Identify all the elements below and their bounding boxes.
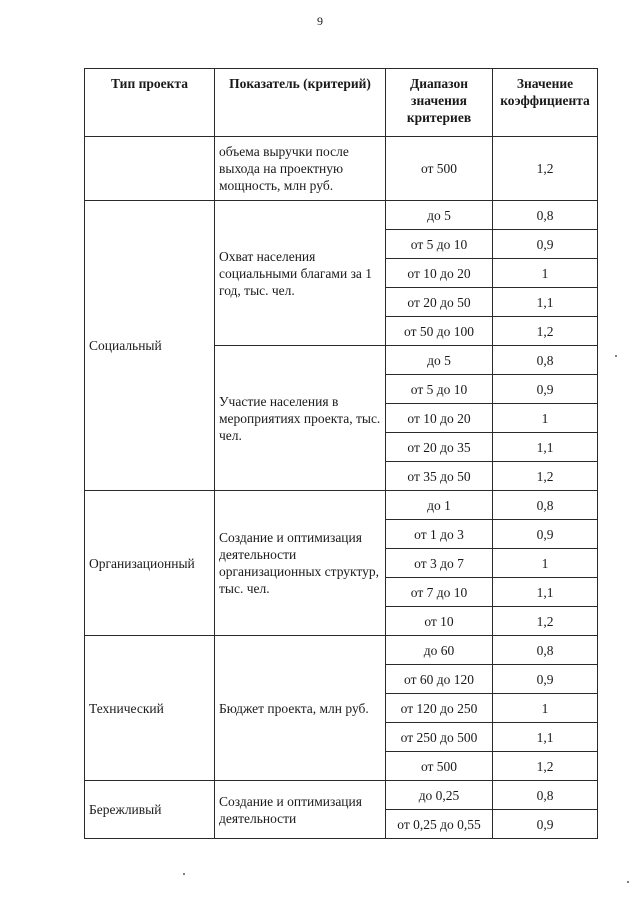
criterion-cell: Создание и оптимизация деятельности организационных структур, тыс. чел. xyxy=(215,491,386,636)
range-cell: до 0,25 xyxy=(386,781,493,810)
criterion-cell: Бюджет проекта, млн руб. xyxy=(215,636,386,781)
page-number: 9 xyxy=(317,14,323,28)
range-cell: от 20 до 35 xyxy=(386,433,493,462)
coefficient-table xyxy=(84,68,598,839)
range-cell: от 5 до 10 xyxy=(386,230,493,259)
range-cell: от 250 до 500 xyxy=(386,723,493,752)
range-cell: до 5 xyxy=(386,346,493,375)
scan-speck xyxy=(615,355,617,357)
coefficient-cell: 1,1 xyxy=(493,578,598,607)
coefficient-cell: 0,8 xyxy=(493,491,598,520)
coefficient-cell: 1 xyxy=(493,259,598,288)
coefficient-cell: 1,2 xyxy=(493,137,598,201)
range-cell: от 120 до 250 xyxy=(386,694,493,723)
table-row xyxy=(85,491,598,520)
coefficient-cell: 1,2 xyxy=(493,317,598,346)
table-row xyxy=(85,137,598,201)
coefficient-cell: 1,1 xyxy=(493,288,598,317)
coefficient-cell: 1,1 xyxy=(493,433,598,462)
project-type-cell: Организационный xyxy=(85,491,215,636)
project-type-cell: Социальный xyxy=(85,201,215,491)
coefficient-cell: 1,2 xyxy=(493,752,598,781)
scan-speck xyxy=(627,881,629,883)
range-cell: от 20 до 50 xyxy=(386,288,493,317)
range-cell: от 5 до 10 xyxy=(386,375,493,404)
range-cell: от 0,25 до 0,55 xyxy=(386,810,493,839)
table-header-row xyxy=(85,69,598,137)
range-cell: от 500 xyxy=(386,137,493,201)
coefficient-cell: 1 xyxy=(493,694,598,723)
range-cell: от 60 до 120 xyxy=(386,665,493,694)
range-cell: от 10 xyxy=(386,607,493,636)
coefficient-cell: 0,9 xyxy=(493,520,598,549)
table-row xyxy=(85,781,598,810)
scan-speck xyxy=(183,873,185,875)
criterion-cell: Создание и оптимизация деятельности xyxy=(215,781,386,839)
coefficient-cell: 0,9 xyxy=(493,810,598,839)
coefficient-cell: 1,2 xyxy=(493,607,598,636)
project-type-cell: Технический xyxy=(85,636,215,781)
range-cell: от 10 до 20 xyxy=(386,259,493,288)
coefficient-cell: 1 xyxy=(493,549,598,578)
project-type-cell xyxy=(85,137,215,201)
range-cell: от 7 до 10 xyxy=(386,578,493,607)
coefficient-cell: 1 xyxy=(493,404,598,433)
table-body xyxy=(85,137,598,839)
coefficient-cell: 0,8 xyxy=(493,781,598,810)
coefficient-cell: 1,2 xyxy=(493,462,598,491)
criterion-cell: Участие населения в мероприятиях проекта, тыс. чел. xyxy=(215,346,386,491)
header-criterion: Показатель (критерий) xyxy=(215,69,386,137)
header-range: Диапазон значения критериев xyxy=(386,69,493,137)
range-cell: до 5 xyxy=(386,201,493,230)
project-type-cell: Бережливый xyxy=(85,781,215,839)
coefficient-cell: 0,8 xyxy=(493,636,598,665)
coefficient-cell: 1,1 xyxy=(493,723,598,752)
range-cell: от 500 xyxy=(386,752,493,781)
range-cell: от 1 до 3 xyxy=(386,520,493,549)
coefficient-cell: 0,9 xyxy=(493,665,598,694)
range-cell: до 1 xyxy=(386,491,493,520)
coefficient-cell: 0,9 xyxy=(493,375,598,404)
range-cell: от 10 до 20 xyxy=(386,404,493,433)
range-cell: от 50 до 100 xyxy=(386,317,493,346)
range-cell: от 3 до 7 xyxy=(386,549,493,578)
range-cell: от 35 до 50 xyxy=(386,462,493,491)
coefficient-cell: 0,8 xyxy=(493,346,598,375)
header-project-type: Тип проекта xyxy=(85,69,215,137)
coefficient-cell: 0,9 xyxy=(493,230,598,259)
criterion-cell: Охват населения социальными благами за 1 год, тыс. чел. xyxy=(215,201,386,346)
header-value: Значение коэффициента xyxy=(493,69,598,137)
range-cell: до 60 xyxy=(386,636,493,665)
criterion-cell: объема выручки после выхода на проектную мощность, млн руб. xyxy=(215,137,386,201)
table-row xyxy=(85,636,598,665)
coefficient-cell: 0,8 xyxy=(493,201,598,230)
table-row xyxy=(85,201,598,230)
